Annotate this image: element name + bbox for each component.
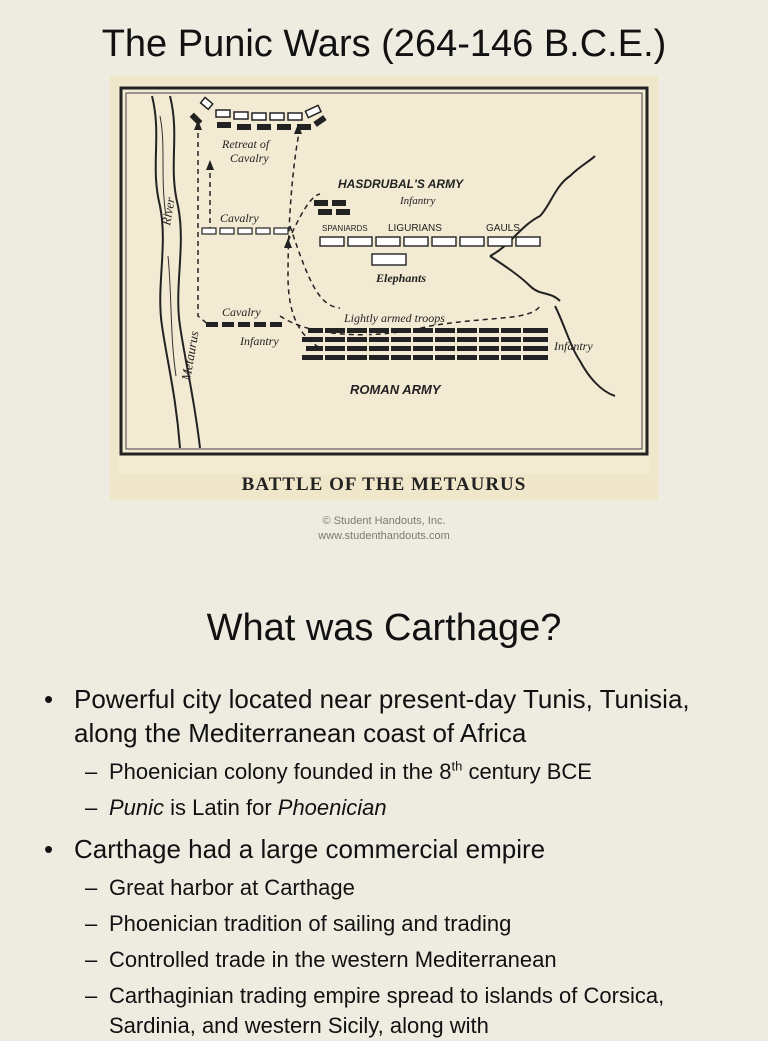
sub-bullet-dash: – <box>85 983 98 1008</box>
bullet-text: Carthage had a large commercial empire <box>74 834 546 864</box>
sub-bullet-text-part: is Latin for <box>164 795 278 820</box>
elephants-label: Elephants <box>376 271 427 285</box>
lightly-armed-label: Lightly armed troops <box>344 311 445 325</box>
hasdrubal-army-label: HASDRUBAL'S ARMY <box>338 177 464 191</box>
sub-bullet-item <box>85 757 744 787</box>
river-name-label: Metaurus <box>178 329 202 382</box>
bullet-item <box>44 832 744 866</box>
sub-bullet-item <box>85 945 744 975</box>
bullet-list <box>44 682 744 1041</box>
sub-bullet-text <box>109 757 592 787</box>
section-title: What was Carthage? <box>206 607 562 649</box>
sub-bullet-item <box>85 873 744 903</box>
sub-bullet-item <box>85 793 744 823</box>
battle-map-image <box>110 76 658 500</box>
gauls-label: GAULS <box>486 223 520 234</box>
italic-term: Punic <box>109 795 165 820</box>
sub-bullet-dash: – <box>85 875 98 900</box>
copyright-notice <box>0 514 768 544</box>
sub-bullet-text <box>109 793 387 823</box>
sub-bullet-text: Carthaginian trading empire spread to islands of Corsica, Sardinia, and western Sicily, along with <box>109 983 665 1038</box>
sub-bullet-dash: – <box>85 911 98 936</box>
retreat-label-line1: Retreat of <box>222 137 270 151</box>
sub-bullet-text-part: century BCE <box>462 759 592 784</box>
sub-bullet-text: Controlled trade in the western Mediterranean <box>109 947 557 972</box>
bullet-dot: • <box>44 834 54 864</box>
sub-bullet-text: Phoenician tradition of sailing and trading <box>109 911 512 936</box>
sub-bullet-item <box>85 981 744 1041</box>
hasdrubal-infantry-label: Infantry <box>400 195 436 207</box>
spaniards-label: SPANIARDS <box>322 224 368 233</box>
infantry-left-label: Infantry <box>240 334 279 348</box>
infantry-right-label: Infantry <box>554 339 593 353</box>
cavalry-upper-label: Cavalry <box>220 211 259 225</box>
retreat-label-line2: Cavalry <box>230 151 269 165</box>
elephants-unit <box>372 254 406 265</box>
bullet-text: Powerful city located near present-day Tunis, Tunisia, along the Mediterranean coast of Africa <box>74 684 690 748</box>
cavalry-lower-units <box>206 322 282 327</box>
ordinal-superscript: th <box>451 758 463 774</box>
sub-bullet-dash: – <box>85 795 98 820</box>
sub-bullet-text-part: Phoenician colony founded in the 8 <box>109 759 452 784</box>
slide-title: The Punic Wars (264-146 B.C.E.) <box>101 23 667 65</box>
sub-bullet-item <box>85 909 744 939</box>
map-caption: BATTLE OF THE METAURUS <box>241 474 527 495</box>
sub-bullet-text: Great harbor at Carthage <box>109 875 355 900</box>
sub-bullet-dash: – <box>85 947 98 972</box>
copyright-line: © Student Handouts, Inc. <box>322 515 446 527</box>
sub-bullet-dash: – <box>85 759 98 784</box>
roman-army-label: ROMAN ARMY <box>350 382 441 397</box>
copyright-url: www.studenthandouts.com <box>318 530 450 542</box>
cavalry-upper-units <box>202 228 288 234</box>
bullet-dot: • <box>44 684 54 714</box>
river-word-label: River <box>158 196 178 227</box>
bullet-item <box>44 682 744 750</box>
ligurians-label: LIGURIANS <box>388 223 442 234</box>
cavalry-lower-label: Cavalry <box>222 305 261 319</box>
italic-term: Phoenician <box>277 795 387 820</box>
